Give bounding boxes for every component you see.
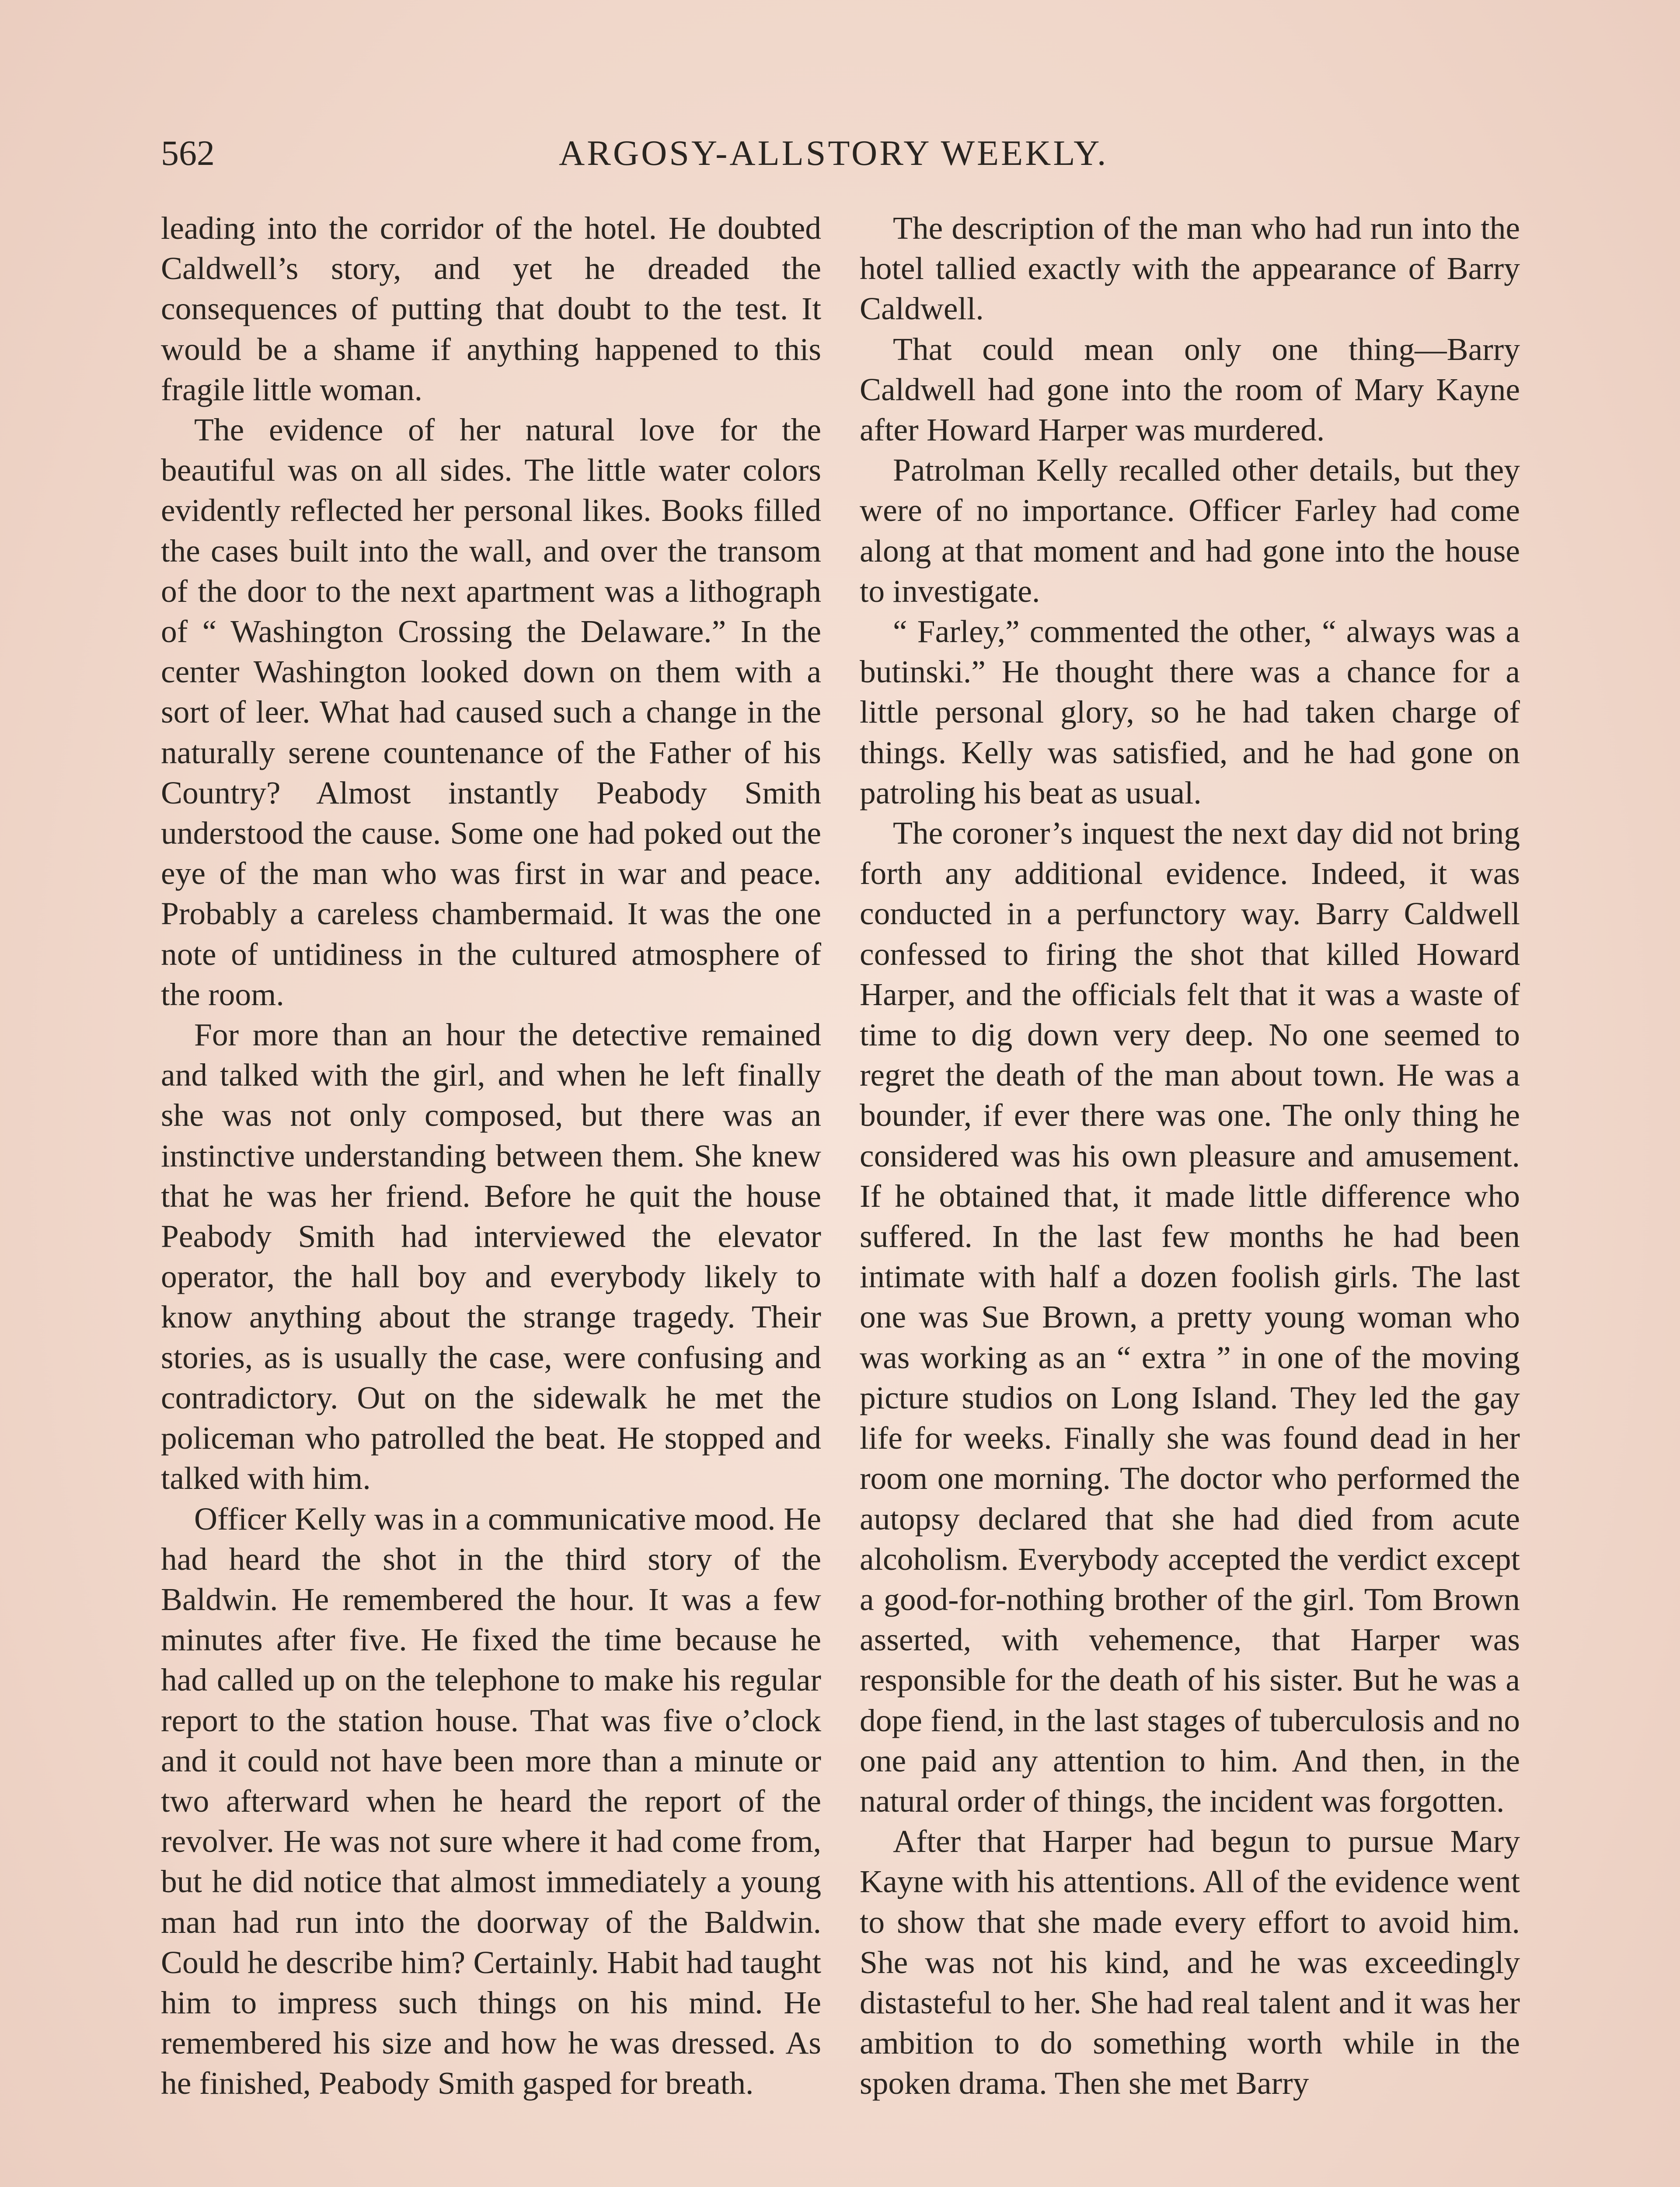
paragraph: The evidence of her natural love for the beautiful was on all sides. The little water colors evidently reflected her personal likes. Books filled the cases built into the wall, and over the transom of the door to the next apartment was a lithograph of “ Washington Crossing the Delaware.” In the center Washington looked down on them with a sort of leer. What had caused such a change in the naturally serene countenance of the Father of his Country? Almost instantly Peabody Smith understood the cause. Some one had poked out the eye of the man who was first in war and peace. Probably a careless chambermaid. It was the one note of untidiness in the cultured atmosphere of the room. <box>161 412 821 1012</box>
page-header <box>161 127 1123 179</box>
left-column <box>161 208 821 2104</box>
paragraph: For more than an hour the detective remained and talked with the girl, and when he left finally she was not only composed, but there was an instinctive understanding between them. She knew that he was her friend. Before he quit the house Peabody Smith had interviewed the elevator operator, the hall boy and everybody likely to know anything about the strange tragedy. Their stories, as is usually the case, were confusing and contradictory. Out on the sidewalk he met the policeman who patrolled the beat. He stopped and talked with him. <box>161 1017 821 1496</box>
paragraph: Officer Kelly was in a communicative mood. He had heard the shot in the third story of the Baldwin. He remembered the hour. It was a few minutes after five. He fixed the time because he had called up on the telephone to make his regular report to the station house. That was five o’clock and it could not have been more than a minute or two afterward when he heard the report of the revolver. He was not sure where it had come from, but he did notice that almost immediately a young man had run into the doorway of the Baldwin. Could he describe him? Certainly. Habit had taught him to impress such things on his mind. He remembered his size and how he was dressed. As he finished, Peabody Smith gasped for breath. <box>161 1501 821 2101</box>
running-head: ARGOSY-ALLSTORY WEEKLY. <box>559 133 1108 173</box>
paragraph: After that Harper had begun to pursue Mary Kayne with his attentions. All of the evidence went to show that she made every effort to avoid him. She was not his kind, and he was exceedingly distasteful to her. She had real talent and it was her ambition to do something worth while in the spoken drama. Then she met Barry <box>860 1824 1520 2101</box>
paragraph: The description of the man who had run into the hotel tallied exactly with the appearance of Barry Caldwell. <box>860 210 1520 327</box>
page-number: 562 <box>161 133 215 173</box>
paragraph: “ Farley,” commented the other, “ always was a butinski.” He thought there was a chance for a little personal glory, so he had taken charge of things. Kelly was satisfied, and he had gone on patroling his beat as usual. <box>860 614 1520 811</box>
paragraph: That could mean only one thing—Barry Caldwell had gone into the room of Mary Kayne after Howard Harper was murdered. <box>860 331 1520 448</box>
paragraph: Patrolman Kelly recalled other details, but they were of no importance. Officer Farley had come along at that moment and had gone into the house to investigate. <box>860 452 1520 609</box>
right-column <box>860 208 1520 2104</box>
paragraph: The coroner’s inquest the next day did not bring forth any additional evidence. Indeed, it was conducted in a perfunctory way. Barry Caldwell confessed to firing the shot that killed Howard Harper, and the officials felt that it was a waste of time to dig down very deep. No one seemed to regret the death of the man about town. He was a bounder, if ever there was one. The only thing he considered was his own pleasure and amusement. If he obtained that, it made little difference who suffered. In the last few months he had been intimate with half a dozen foolish girls. The last one was Sue Brown, a pretty young woman who was working as an “ extra ” in one of the moving picture studios on Long Island. They led the gay life for weeks. Finally she was found dead in her room one morning. The doctor who performed the autopsy declared that she had died from acute alcoholism. Everybody accepted the verdict except a good-for-nothing brother of the girl. Tom Brown asserted, with vehemence, that Harper was responsible for the death of his sister. But he was a dope fiend, in the last stages of tuberculosis and no one paid any attention to him. And then, in the natural order of things, the incident was forgotten. <box>860 815 1520 1819</box>
paragraph: leading into the corridor of the hotel. He doubted Caldwell’s story, and yet he dreaded the consequences of putting that doubt to the test. It would be a shame if anything happened to this fragile little woman. <box>161 210 821 407</box>
